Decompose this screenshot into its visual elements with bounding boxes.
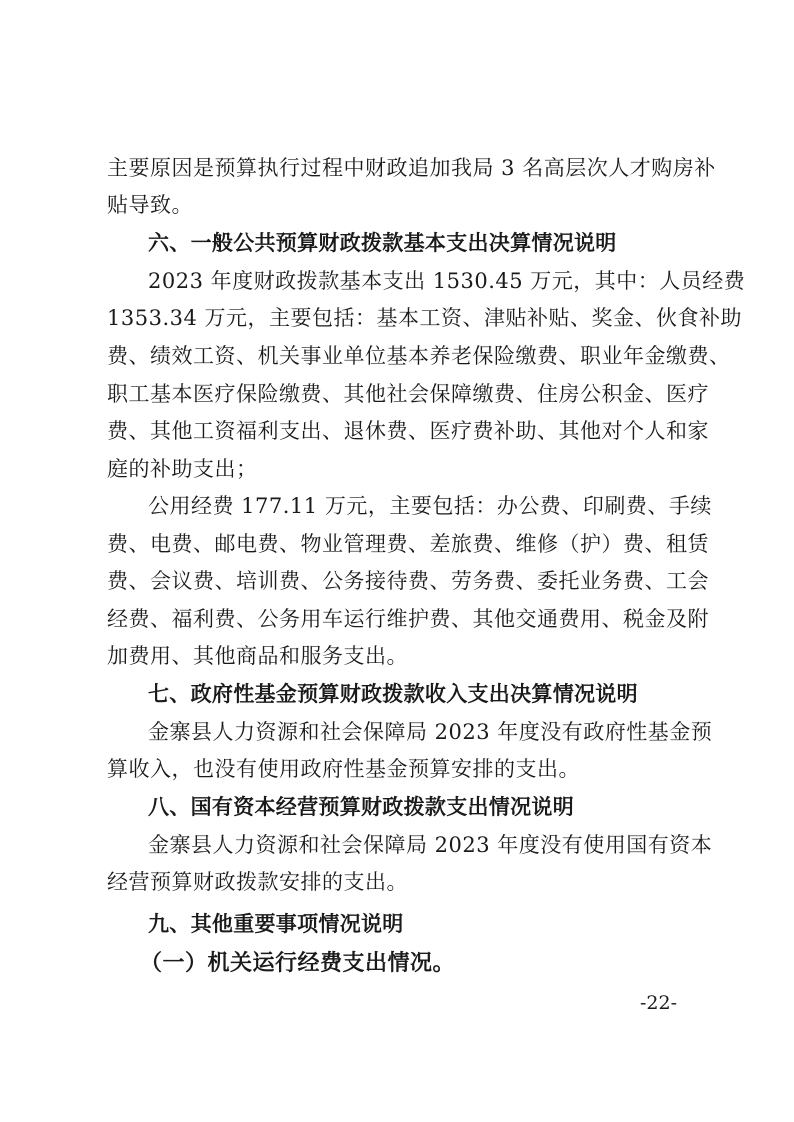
- body-text-line: 经营预算财政拨款安排的支出。: [107, 870, 408, 894]
- section-heading-7: 七、政府性基金预算财政拨款收入支出决算情况说明: [148, 682, 638, 706]
- body-text-line: 费、电费、邮电费、物业管理费、差旅费、维修（护）费、租赁: [107, 532, 709, 556]
- subsection-heading: （一）机关运行经费支出情况。: [140, 951, 456, 976]
- section-heading-6: 六、一般公共预算财政拨款基本支出决算情况说明: [148, 231, 617, 255]
- body-text-line: 金寨县人力资源和社会保障局 2023 年度没有使用国有资本: [148, 833, 713, 857]
- body-text-line: 2023 年度财政拨款基本支出 1530.45 万元，其中：人员经费: [148, 269, 746, 293]
- body-text-line: 费、会议费、培训费、公务接待费、劳务费、委托业务费、工会: [107, 569, 709, 593]
- body-text-line: 加费用、其他商品和服务支出。: [107, 644, 408, 668]
- body-text-line: 主要原因是预算执行过程中财政追加我局 3 名高层次人才购房补: [107, 156, 716, 180]
- body-text-line: 金寨县人力资源和社会保障局 2023 年度没有政府性基金预: [148, 720, 713, 744]
- section-heading-8: 八、国有资本经营预算财政拨款支出情况说明: [148, 795, 574, 819]
- body-text-line: 费、绩效工资、机关事业单位基本养老保险缴费、职业年金缴费、: [107, 344, 731, 368]
- section-heading-9: 九、其他重要事项情况说明: [148, 912, 404, 936]
- body-text-line: 职工基本医疗保险缴费、其他社会保障缴费、住房公积金、医疗: [107, 382, 709, 406]
- body-text-line: 1353.34 万元，主要包括：基本工资、津贴补贴、奖金、伙食补助: [107, 306, 743, 330]
- body-text-line: 庭的补助支出；: [107, 457, 258, 481]
- body-text-line: 经费、福利费、公务用车运行维护费、其他交通费用、税金及附: [107, 607, 709, 631]
- body-text-line: 贴导致。: [107, 193, 193, 217]
- body-text-line: 费、其他工资福利支出、退休费、医疗费补助、其他对个人和家: [107, 419, 709, 443]
- body-text-line: 算收入，也没有使用政府性基金预算安排的支出。: [107, 757, 580, 781]
- page-number: -22-: [640, 992, 678, 1014]
- body-text-line: 公用经费 177.11 万元，主要包括：办公费、印刷费、手续: [148, 494, 712, 518]
